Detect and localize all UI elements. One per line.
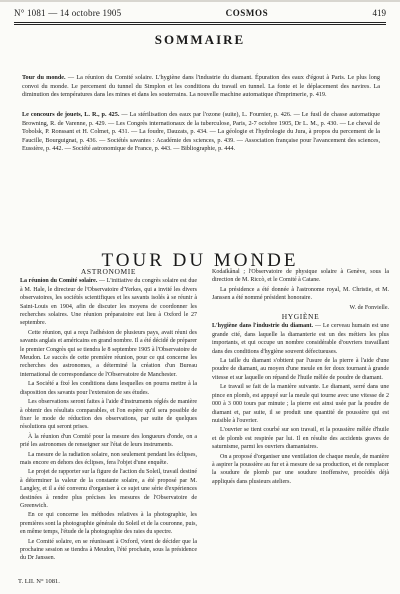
left-paragraph: En ce qui concerne les méthodes relatives à la photographie, les premières sont la photographie générale du Soleil et de la couronne, puis, en même temps, l'étude de la photographie des raies du spectre. <box>20 512 197 536</box>
sommaire-lead-2: Le concours de jouets, L. R., p. 425. <box>22 111 120 118</box>
left-paragraph: À la réunion d'un Comité pour la mesure des longueurs d'onde, on a prié les astronomes de renseigner sur l'état de leurs instruments. <box>20 433 197 449</box>
article-lead <box>212 322 389 356</box>
right-paragraph: Kodaïkânal ; l'Observatoire de physique solaire à Genève, sous la direction de M. Riccò, et le Comité à Catane. <box>212 269 389 284</box>
article-title-comite-solaire: La réunion du Comité solaire. <box>20 278 98 285</box>
left-paragraph: Le projet de rapporter sur la figure de l'action du Soleil, travail destiné à déterminer la valeur de la constante solaire, a été proposé par M. Langley, et il a été convenu d'organiser à ce sujet une série d'expériences destinées à rendre plus précises les mesures de l'Observatoire de Greenwich. <box>20 469 197 509</box>
right-paragraph: La présidence a été donnée à l'astronome royal, M. Christie, et M. Janssen a été nommé président honoraire. <box>212 286 389 302</box>
header-rule-top <box>14 22 386 23</box>
sommaire-paragraph-2 <box>22 111 380 154</box>
right-paragraph: La taille du diamant s'obtient par l'usure de la pierre à l'aide d'une poudre de diamant, au moyen d'une meule en fer doux tournant à grande vitesse et sur laquelle on répand de l'huile mêlée de poudre de diamant. <box>212 358 389 381</box>
running-header <box>14 6 386 20</box>
page-top-edge <box>0 0 400 2</box>
section-title: TOUR DU MONDE <box>101 250 299 271</box>
page-number: 419 <box>372 8 386 18</box>
left-paragraph: Cette réunion, qui a reçu l'adhésion de plusieurs pays, avait réuni des savants anglais et américains en grand nombre. Il a été décidé de préparer le premier Congrès qui se tiendra le 8 septembre 1905 à l'Observatoire de Meudon. Le succès de cette première réunion, pour ce qui concerne les recherches des astronomes, a déterminé la création d'un Bureau international de correspondance de l'Observatoire de Manchester. <box>20 329 197 378</box>
section-heading-astronomie: ASTRONOMIE <box>80 267 137 276</box>
right-paragraph: — Le cerveau humain est une grande cité, dans laquelle la diamanterie est un des métiers les plus importants, et qui occupe un nombre considérable d'ouvriers travaillant dans des conditions d'hygiène souvent défectueuses. <box>212 323 389 355</box>
sommaire-lead-1: Tour du monde. <box>22 74 66 81</box>
article-title-diamant: L'hygiène dans l'industrie du diamant. <box>212 323 313 330</box>
left-paragraph: La mesure de la radiation solaire, non seulement pendant les éclipses, mais encore en dehors des éclipses, fera l'objet d'une enquête. <box>20 451 197 466</box>
left-paragraph: Le Comité solaire, en se réunissant à Oxford, vient de décider que la prochaine session se tiendra à Meudon, l'été prochain, sous la présidence du Dr Janssen. <box>20 538 197 562</box>
sommaire-body-1: — La réunion du Comité solaire. L'hygiène dans l'industrie du diamant. Épuration des eaux d'égout à Paris. Le plus long convoi du monde. Le percement du tunnel du Simplon et les conditions du travail en tunnel. La fonte et le déplacement des navires. La diminution des températures dans les mines et dans les souterrains. La nouvelle machine automatique d'imprimerie, p. 419. <box>22 74 380 99</box>
author-signature: W. de Fonvielle. <box>349 304 389 311</box>
journal-title: COSMOS <box>225 8 269 18</box>
right-paragraph: On a proposé d'organiser une ventilation de chaque meule, de manière à aspirer la poussière au fur et à mesure de sa production, et de remplacer la soudure de plomb par une soudure inoffensive, procédés déjà appliqués dans plusieurs ateliers. <box>212 453 389 485</box>
page-footer: T. LII. N° 1081. <box>18 578 60 585</box>
sommaire-paragraph-1 <box>22 74 380 100</box>
header-rule-bottom <box>14 24 386 25</box>
left-paragraph: Les observations seront faites à l'aide d'instruments réglés de manière à obtenir des résultats comparables, et l'on espère qu'il sera possible de fixer le mode de réduction des observations, par suite de quelques résolutions qui seront prises. <box>20 399 197 431</box>
right-paragraph: L'ouvrier se tient courbé sur son travail, et la poussière mêlée d'huile et de plomb est respirée par lui. Il en résulte des accidents graves de saturnisme, parmi les ouvriers diamantaires. <box>212 427 389 451</box>
sommaire-heading: SOMMAIRE <box>154 32 246 47</box>
right-paragraph: Le travail se fait de la manière suivante. Le diamant, serré dans une pince en plomb, est appuyé sur la meule qui tourne avec une vitesse de 2 000 à 3 000 tours par minute ; la pierre est ainsi usée par la poudre de diamant et, par suite, il se produit une quantité de poussière qui est nuisible à l'ouvrier. <box>212 384 389 424</box>
left-column <box>20 268 197 564</box>
article-lead <box>20 277 197 327</box>
left-paragraph: La Société a fixé les conditions dans lesquelles on pourra mettre à la disposition des savants pour l'extension de ses études. <box>20 381 197 396</box>
left-paragraph: — L'initiative du congrès solaire est due à M. Hale, le directeur de l'Observatoire d'Yerkes, qui a invité les divers observatoires, les sociétés scientifiques et les savants isolés à se réunir à Saint-Louis en 1904, afin de discuter les moyens de coordonner les recherches solaires. Une réunion préparatoire eut lieu à Oxford le 27 septembre. <box>20 278 197 327</box>
section-heading-hygiene: HYGIÈNE <box>281 312 320 322</box>
right-column <box>212 268 389 487</box>
issue-number: N° 1081 — 14 octobre 1905 <box>14 8 122 18</box>
sommaire-body-2: — La stérilisation des eaux par l'ozone (suite), L. Fournier, p. 426. — Le fusil de chasse automatique Browning, R. de Varenne, p. 429. — Les Congrès internationaux de la tuberculose, Paris, 2-7 octobre 1905, Dr L. M., p. 430. — Le cheval de Tobolsk, P. Ronssant et H. Colmet, p. 431. — La foudre, Dauzats, p. 434. — La géologie et l'hydrologie du Jura, à propos du percement de la Faucille, Bourguignat, p. 436. — Sociétés savantes : Académie des sciences, p. 439. — Association française pour l'avancement des sciences, Eussière, p. 442. — Société astronomique de France, p. 443. — Bibliographie, p. 444. <box>22 111 380 153</box>
